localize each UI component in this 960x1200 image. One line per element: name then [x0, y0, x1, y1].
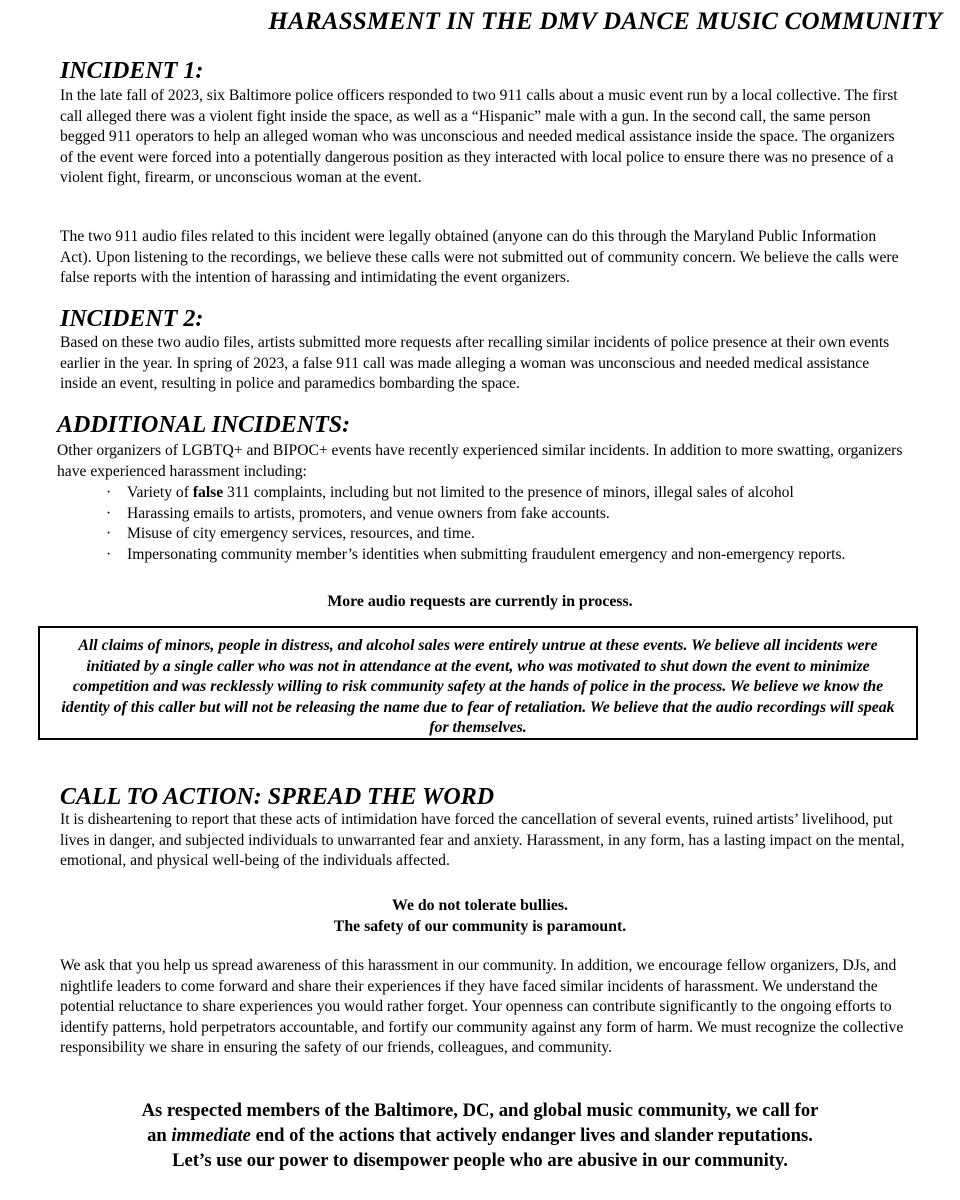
list-item-text: Misuse of city emergency services, resources, and time. — [127, 525, 475, 543]
list-item — [106, 545, 906, 566]
list-item-text: Variety of — [127, 484, 193, 501]
additional-incidents-heading: ADDITIONAL INCIDENTS: — [57, 412, 351, 438]
statement-no-bullies: We do not tolerate bullies. — [392, 897, 568, 914]
closing-line-2 — [40, 1123, 920, 1148]
additional-incidents-paragraph: Other organizers of LGBTQ+ and BIPOC+ events have recently experienced similar incidents. In addition to more swatting, organizers have experienced harassment including: — [57, 442, 903, 480]
list-item — [106, 524, 906, 545]
list-item — [106, 483, 906, 504]
list-item-text: Harassing emails to artists, promoters, and venue owners from fake accounts. — [127, 504, 610, 522]
list-item-emphasis: false — [192, 484, 224, 501]
incident-2-heading: INCIDENT 2: — [60, 306, 204, 332]
bullet-marker: · — [106, 525, 112, 543]
audio-requests-note: More audio requests are currently in process. — [327, 593, 633, 610]
incident-1-heading: INCIDENT 1: — [60, 58, 204, 84]
closing-text: an — [147, 1125, 172, 1146]
page-title: HARASSMENT IN THE DMV DANCE MUSIC COMMUNITY — [268, 8, 942, 35]
call-to-action-heading: CALL TO ACTION: SPREAD THE WORD — [60, 784, 495, 810]
bullet-marker: · — [106, 545, 112, 563]
bullet-marker: · — [106, 504, 112, 522]
callout-box — [38, 626, 918, 740]
harassment-list — [106, 483, 906, 565]
list-item-text: 311 complaints, including but not limited to the presence of minors, illegal sales of alcohol — [223, 484, 794, 501]
incident-2-paragraph: Based on these two audio files, artists submitted more requests after recalling similar incidents of police presence at their own events earlier in the year. In spring of 2023, a false 911 call was made alleging a woman was unconscious and needed medical assistance inside an event, resulting in police and paramedics bombarding the space. — [60, 334, 890, 393]
list-item-text: Impersonating community member’s identities when submitting fraudulent emergency and non-emergency reports. — [127, 545, 846, 563]
bullet-marker: · — [106, 484, 112, 501]
incident-1-paragraph-2: The two 911 audio files related to this incident were legally obtained (anyone can do this through the Maryland Public Information Act). Upon listening to the recordings, we believe these calls were not submitted out of community concern. We believe the calls were false reports with the intention of harassing and intimidating the event organizers. — [60, 228, 899, 287]
call-to-action-paragraph-2: We ask that you help us spread awareness of this harassment in our community. In addition, we encourage fellow organizers, DJs, and nightlife leaders to come forward and share their experiences if they have faced similar incidents of harassment. We understand the potential reluctance to share experiences you would rather forget. Your openness can contribute significantly to the ongoing efforts to identify patterns, hold perpetrators accountable, and fortify our community against any form of harm. We must recognize the collective responsibility we share in ensuring the safety of our friends, colleagues, and community. — [60, 957, 904, 1057]
closing-text: end of the actions that actively endanger lives and slander reputations. — [250, 1125, 813, 1146]
closing-emphasis: immediate — [171, 1125, 251, 1146]
statement-safety: The safety of our community is paramount. — [333, 918, 627, 935]
list-item — [106, 504, 906, 525]
incident-1-paragraph-1: In the late fall of 2023, six Baltimore police officers responded to two 911 calls about a music event run by a local collective. The first call alleged there was a violent fight inside the space, as well as a “Hispanic” male with a gun. In the second call, the same person begged 911 operators to help an alleged woman who was unconscious and needed medical assistance inside the space. The organizers of the event were forced into a potentially dangerous position as they interacted with local police to ensure there was no presence of a violent fight, firearm, or unconscious woman at the event. — [60, 87, 898, 187]
callout-text: All claims of minors, people in distress, and alcohol sales were entirely untrue at these events. We believe all incidents were initiated by a single caller who was not in attendance at the event, who was motivated to shut down the event to minimize competition and was recklessly willing to risk community safety at the hands of police in the process. We believe we know the identity of this caller but will not be releasing the name due to fear of retaliation. We believe that the audio recordings will speak for themselves. — [61, 637, 895, 737]
call-to-action-paragraph-1: It is disheartening to report that these acts of intimidation have forced the cancellation of several events, ruined artists’ livelihood, put lives in danger, and subjected individuals to unwarranted fear and anxiety. Harassment, in any form, has a lasting impact on the mental, emotional, and physical well-being of the individuals affected. — [60, 811, 905, 870]
closing-line-1: As respected members of the Baltimore, DC, and global music community, we call for — [141, 1100, 819, 1121]
closing-line-3: Let’s use our power to disempower people who are abusive in our community. — [172, 1150, 788, 1171]
